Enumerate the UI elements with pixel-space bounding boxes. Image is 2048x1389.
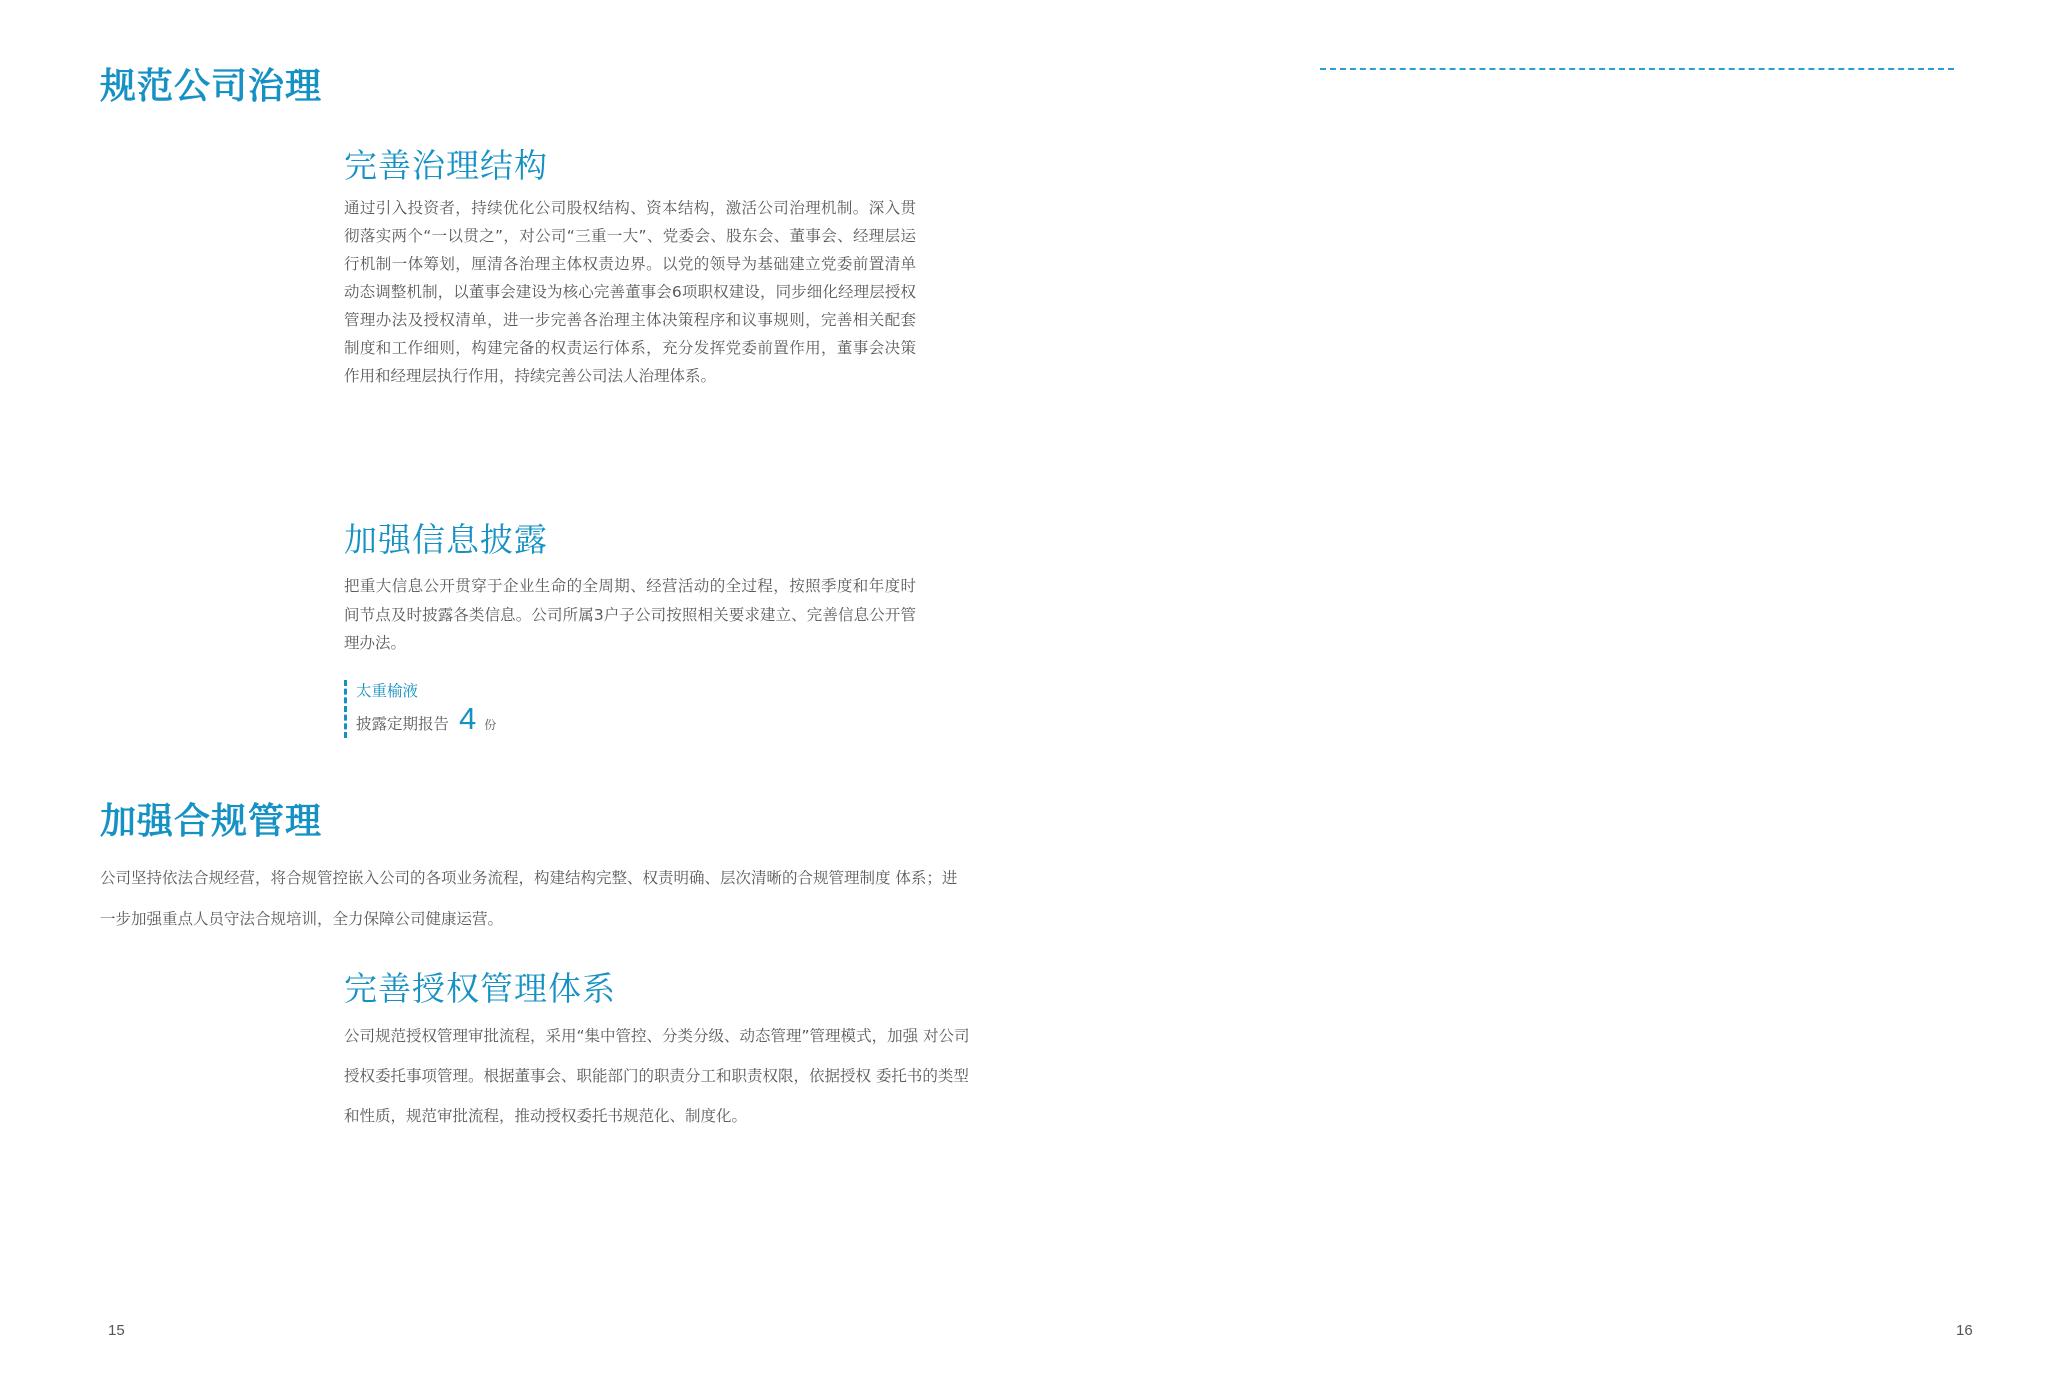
section-title-compliance-management: 加强合规管理 (100, 801, 323, 842)
stat-company-name: 太重榆液 (356, 682, 419, 700)
compliance-intro-paragraph: 公司坚持依法合规经营，将合规管控嵌入公司的各项业务流程，构建结构完整、权责明确、层次清晰的合规管理制度 体系；进一步加强重点人员守法合规培训，全力保障公司健康运营。 (100, 869, 958, 928)
authorization-system-paragraph: 公司规范授权管理审批流程，采用“集中管控、分类分级、动态管理”管理模式，加强 对公司授权委托事项管理。根据董事会、职能部门的职责分工和职责权限，依据授权 委托书的类型和性质，规范审批流程，推动授权委托书规范化、制度化。 (344, 1027, 970, 1125)
stat-unit: 份 (484, 718, 497, 732)
page-number-right: 16 (1956, 1322, 1973, 1339)
stat-row (356, 702, 496, 736)
page-number-left: 15 (108, 1322, 125, 1339)
header-dashed-divider (1320, 68, 1954, 70)
governance-structure-paragraph: 通过引入投资者，持续优化公司股权结构、资本结构，激活公司治理机制。深入贯彻落实两个“一以贯之”，对公司“三重一大”、党委会、股东会、董事会、经理层运行机制一体筹划，厘清各治理主体权责边界。以党的领导为基础建立党委前置清单动态调整机制，以董事会建设为核心完善董事会6项职权建设，同步细化经理层授权管理办法及授权清单，进一步完善各治理主体决策程序和议事规则，完善相关配套制度和工作细则，构建完备的权责运行体系，充分发挥党委前置作用，董事会决策作用和经理层执行作用，持续完善公司法人治理体系。 (344, 199, 916, 385)
subsection-heading-information-disclosure: 加强信息披露 (344, 520, 548, 559)
stat-label: 披露定期报告 (356, 715, 450, 733)
stat-value: 4 (459, 701, 477, 736)
disclosure-stat-callout (344, 680, 496, 738)
information-disclosure-paragraph: 把重大信息公开贯穿于企业生命的全周期、经营活动的全过程，按照季度和年度时间节点及时披露各类信息。公司所属3户子公司按照相关要求建立、完善信息公开管理办法。 (344, 577, 916, 652)
section-title-corporate-governance: 规范公司治理 (100, 66, 323, 107)
subsection-heading-authorization-system: 完善授权管理体系 (344, 969, 616, 1008)
subsection-heading-governance-structure: 完善治理结构 (344, 146, 548, 185)
